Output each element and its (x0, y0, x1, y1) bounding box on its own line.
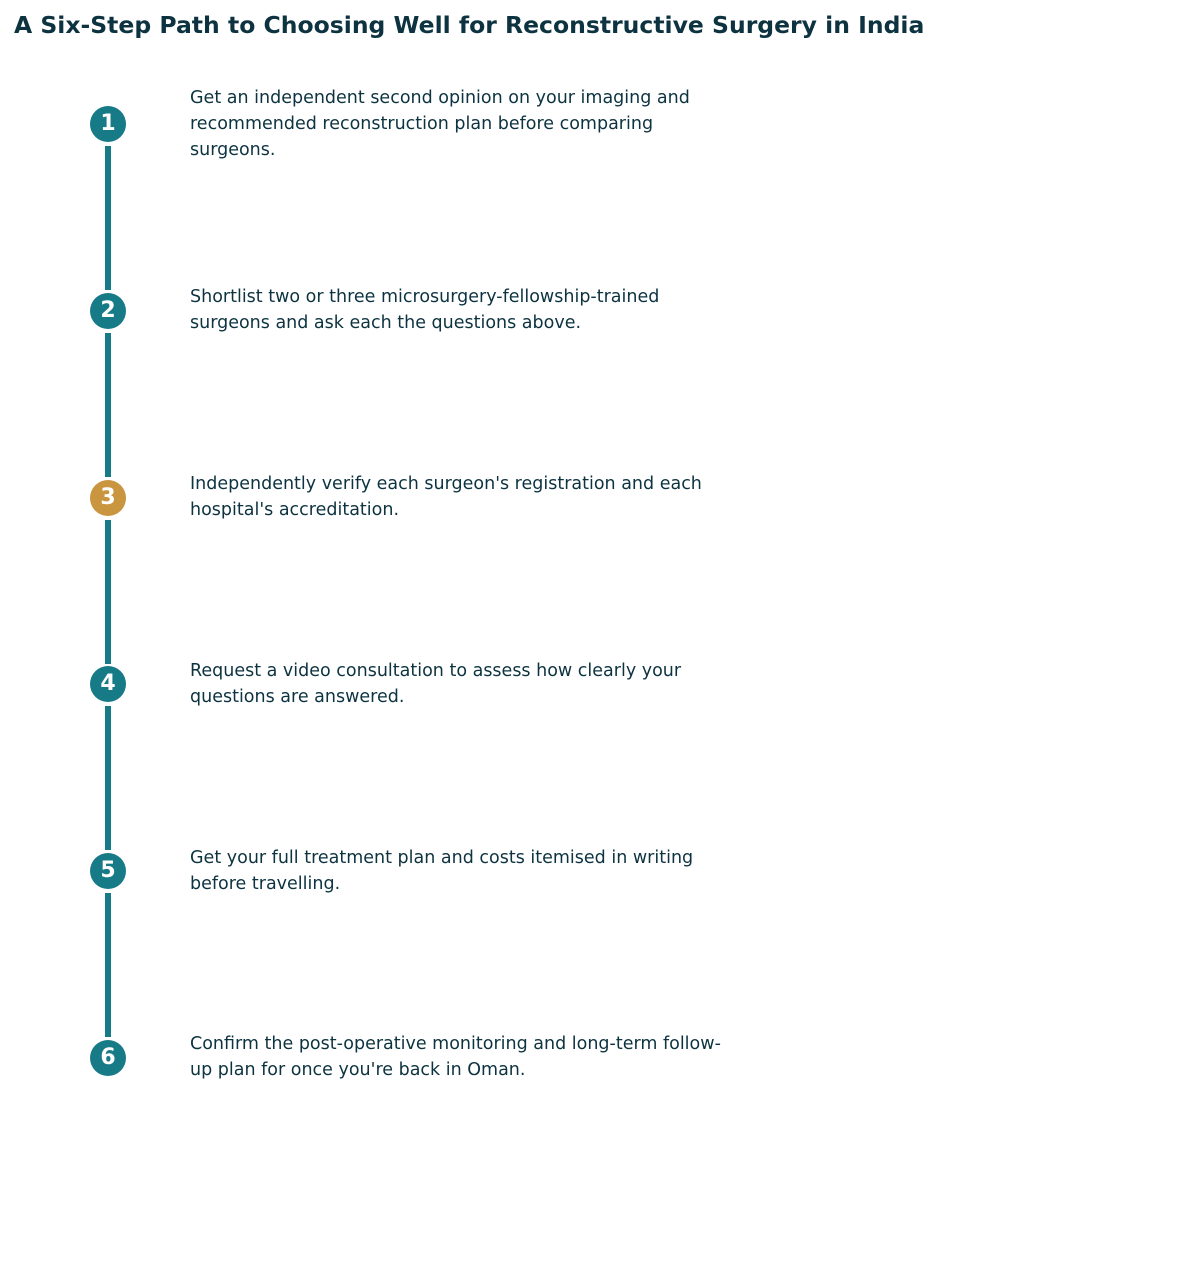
timeline-connector (105, 333, 111, 477)
step-description: Get an independent second opinion on your imaging and recommended reconstruction plan before comparing surgeons. (190, 88, 690, 160)
step-description: Get your full treatment plan and costs itemised in writing before travelling. (190, 848, 694, 894)
step-number-badge: 5 (90, 853, 126, 889)
timeline-connector (105, 706, 111, 850)
step-number-badge: 6 (90, 1040, 126, 1076)
step-description: Request a video consultation to assess how clearly your questions are answered. (190, 661, 682, 707)
step-number-badge-highlighted: 3 (90, 480, 126, 516)
step-description: Confirm the post-operative monitoring and long-term follow-up plan for once you're back in Oman. (190, 1034, 721, 1080)
step-number-badge: 1 (90, 106, 126, 142)
timeline-connector (105, 520, 111, 664)
timeline-connector (105, 146, 111, 290)
timeline-connector (105, 893, 111, 1037)
step-number-badge: 4 (90, 666, 126, 702)
page-title: A Six-Step Path to Choosing Well for Reconstructive Surgery in India (14, 11, 925, 39)
step-description: Shortlist two or three microsurgery-fellowship-trained surgeons and ask each the questions above. (190, 287, 660, 333)
step-description: Independently verify each surgeon's registration and each hospital's accreditation. (190, 474, 702, 520)
step-number-badge: 2 (90, 293, 126, 329)
